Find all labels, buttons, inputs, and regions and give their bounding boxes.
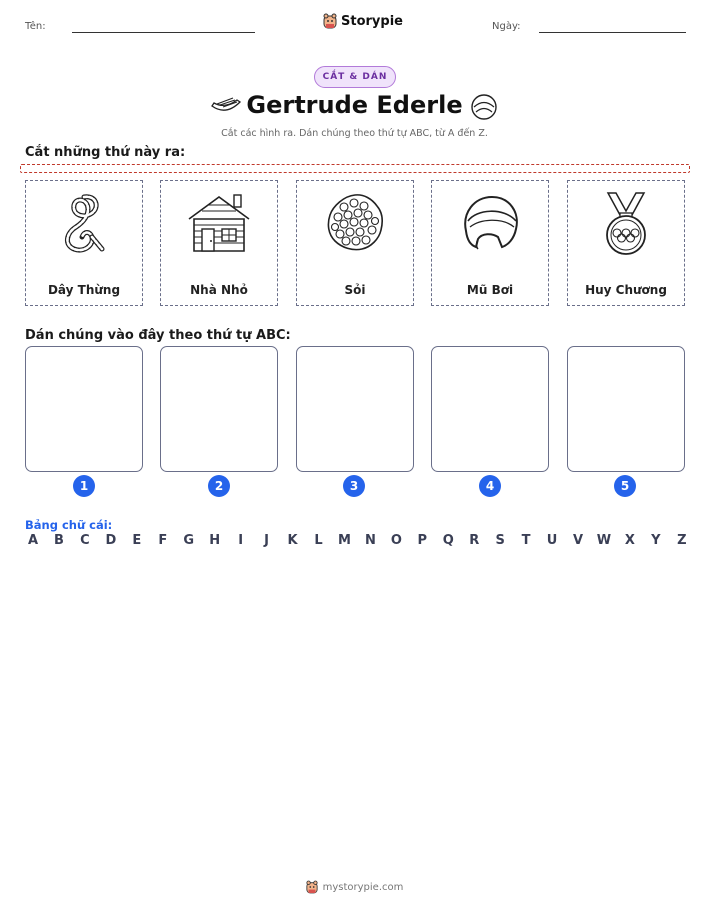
rope-icon	[54, 191, 114, 257]
alphabet-letter: U	[546, 533, 558, 548]
medal-icon	[598, 191, 654, 257]
paste-slot-1[interactable]	[25, 346, 143, 472]
cut-paste-badge: CẮT & DÁN	[314, 66, 396, 88]
alphabet-letter: O	[390, 533, 402, 548]
page-title: Gertrude Ederle	[246, 91, 463, 119]
storypie-mascot-icon	[323, 13, 337, 29]
alphabet-letter: A	[27, 533, 39, 548]
swim-cap-icon	[458, 191, 522, 255]
gravel-icon	[324, 191, 386, 253]
alphabet-letter: E	[132, 533, 142, 548]
cabin-icon	[186, 191, 252, 255]
cutout-card-cabin[interactable]	[160, 180, 278, 306]
logo-text: Storypie	[341, 13, 403, 29]
alphabet-row	[25, 533, 690, 548]
alphabet-letter: B	[53, 533, 64, 548]
name-line[interactable]	[72, 32, 255, 33]
alphabet-letter: C	[80, 533, 90, 548]
card-label: Mũ Bơi	[466, 283, 514, 297]
cutout-card-gravel[interactable]	[296, 180, 414, 306]
alphabet-letter: H	[209, 533, 221, 548]
cut-line	[20, 164, 690, 173]
slot-number-4: 4	[479, 475, 501, 497]
alphabet-letter: J	[264, 533, 269, 548]
alphabet-letter: X	[624, 533, 635, 548]
slot-number-2: 2	[208, 475, 230, 497]
instructions: Cắt các hình ra. Dán chúng theo thứ tự ABC, từ A đến Z.	[221, 128, 488, 139]
alphabet-letter: Y	[651, 533, 661, 548]
cut-heading: Cắt những thứ này ra:	[25, 145, 186, 160]
alphabet-letter: D	[105, 533, 117, 548]
alphabet-letter: P	[417, 533, 428, 548]
slot-number-1: 1	[73, 475, 95, 497]
paste-slot-3[interactable]	[296, 346, 414, 472]
paste-slot-4[interactable]	[431, 346, 549, 472]
alphabet-letter: Q	[442, 533, 454, 548]
alphabet-letter: Z	[677, 533, 687, 548]
cutout-card-medal[interactable]	[567, 180, 685, 306]
paste-slot-5[interactable]	[567, 346, 685, 472]
footer-url[interactable]: mystorypie.com	[322, 881, 404, 893]
slot-number-3: 3	[343, 475, 365, 497]
alphabet-letter: W	[596, 533, 612, 548]
card-label: Sỏi	[344, 283, 366, 297]
alphabet-letter: V	[572, 533, 584, 548]
card-label: Huy Chương	[585, 283, 667, 297]
alphabet-letter: R	[469, 533, 480, 548]
alphabet-letter: I	[238, 533, 244, 548]
alphabet-heading: Bảng chữ cái:	[25, 518, 113, 532]
alphabet-letter: N	[364, 533, 376, 548]
paste-slot-2[interactable]	[160, 346, 278, 472]
alphabet-letter: G	[183, 533, 195, 548]
name-label: Tên:	[25, 21, 46, 32]
alphabet-letter: F	[158, 533, 168, 548]
swim-cap-deco-icon	[469, 92, 499, 122]
paste-heading: Dán chúng vào đây theo thứ tự ABC:	[25, 328, 291, 343]
alphabet-letter: T	[521, 533, 531, 548]
alphabet-letter: K	[287, 533, 298, 548]
footer	[0, 880, 709, 894]
date-line[interactable]	[539, 32, 686, 33]
alphabet-letter: L	[314, 533, 323, 548]
alphabet-letter: S	[495, 533, 505, 548]
card-label: Dây Thừng	[47, 283, 121, 297]
cutout-card-rope[interactable]	[25, 180, 143, 306]
storypie-logo	[323, 13, 403, 29]
slot-number-5: 5	[614, 475, 636, 497]
date-label: Ngày:	[492, 21, 521, 32]
card-label: Nhà Nhỏ	[190, 283, 248, 297]
storypie-mascot-icon	[306, 880, 318, 894]
alphabet-letter: M	[337, 533, 351, 548]
cutout-card-swim-cap[interactable]	[431, 180, 549, 306]
